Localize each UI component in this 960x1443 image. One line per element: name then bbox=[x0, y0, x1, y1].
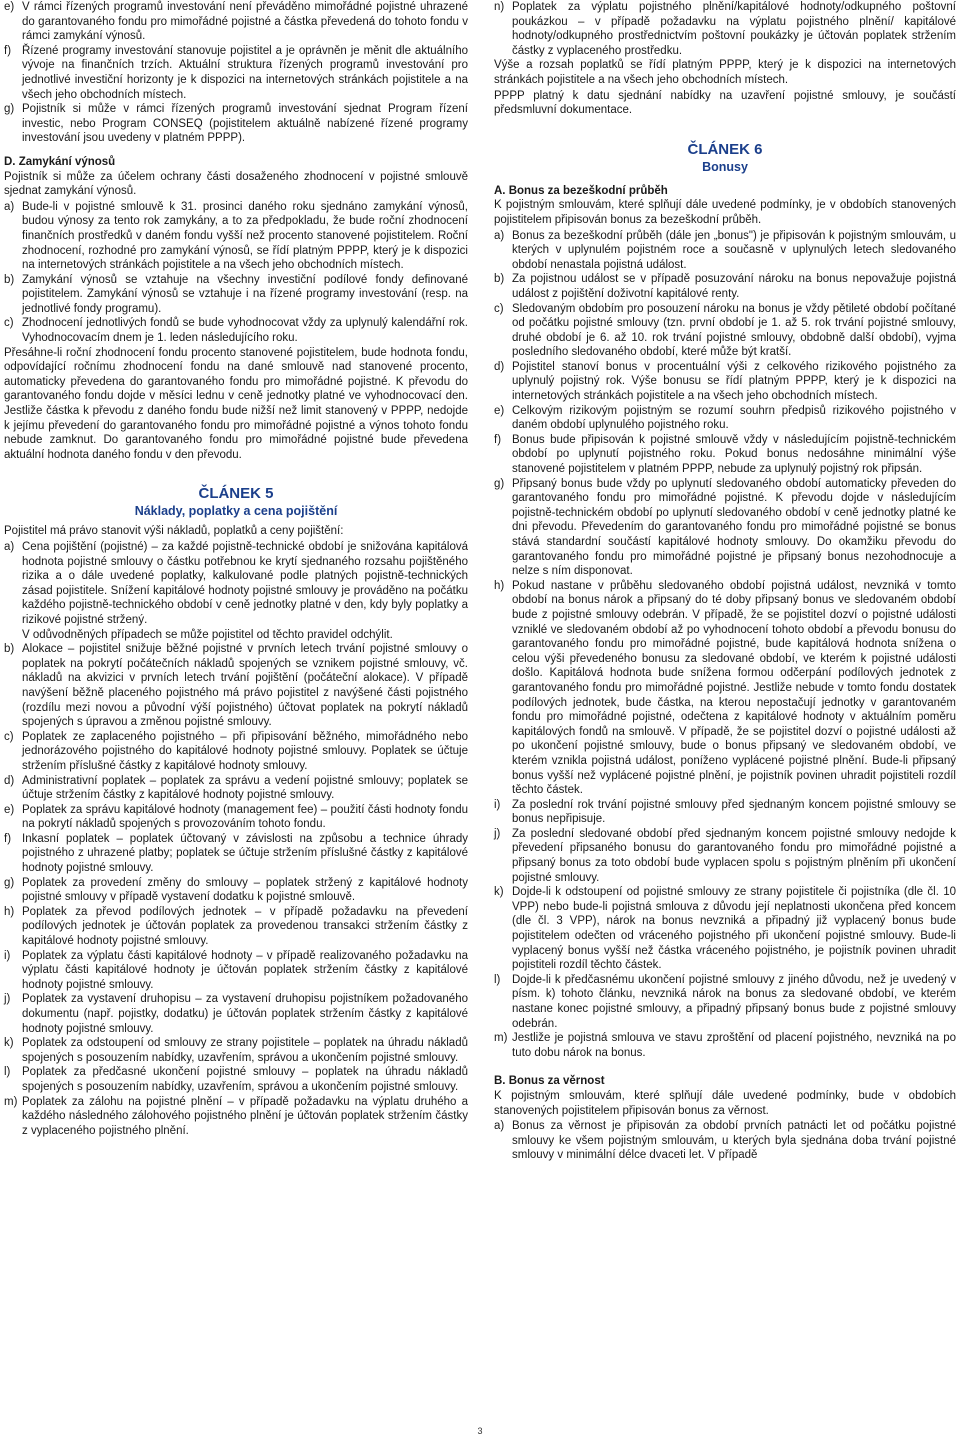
list-item-text: Sledovaným obdobím pro posouzení nároku na bonus je vždy pětileté období počítané od počátku pojistné smlouvy (tzn. první období je 1. až 5. rok trvání pojistné smlouvy, druhé období je 6. až 10. rok trvání pojistné smlouvy, obdobně další období), vyjma posledního sledovaného období, které může být kratší. bbox=[512, 302, 956, 359]
list-item bbox=[4, 774, 468, 803]
list-item-marker: h) bbox=[4, 905, 15, 918]
list-item bbox=[494, 1031, 956, 1060]
list-item-text: Pokud nastane v průběhu sledovaného období pojistná událost, nevzniká v tomto období na bonus nárok a připsaný do té doby připsaný bonus ve sledovaném období bude z pojistné smlouvy odebrán. V případě, že se pojistitel dozví o pojistné události vzniklé ve sledovaném období až po vyhodnocení tohoto období a převodu bonusu do garantovaného fondu pro mimořádné pojistné, bude kapitálová hodnota snížena o celou výši převedeného bonusu za sledované období, ve kterém k pojistné události došlo. Kapitálová hodnota bude snížena formou odčerpání podílových jednotek z garantovaného fondu pro mimořádné pojistné. Jestliže nebude v tomto fondu dostatek podílových jednotek, bude částka, na kterou nepostačují jednotky v garantovaném fondu pro mimořádné pojistné, odečtena z kapitálové hodnoty v aktuálním poměru kapitálových fondů na smlouvě. V případě, že se pojistitel dozví o pojistné události až po ukončení pojistné smlouvy, bude o bonus připsaný ve sledovaném období, ve kterém vznikla pojistná událost, poníženo vyplácené pojistné plnění. Bude-li připsaný bonus vyšší než vyplácené pojistné plnění, je pojistník povinen uhradit pojistiteli rozdíl těchto částek. bbox=[512, 579, 956, 797]
list-item-text: Alokace – pojistitel snižuje běžné pojistné v prvních letech trvání pojistné smlouvy o poplatek na pokrytí počátečních nákladů spojených se vznikem pojistné smlouvy, vč. nákladů na akvizici v prvních letech trvání pojištění (počáteční alokace). V případě navýšení běžně placeného pojistného má právo pojistitel z navýšené části pojistného (rozdílu mezi novou a původní výší pojistného) účtovat poplatek na pokrytí nákladů spojených s úpravou a změnou pojistné smlouvy. bbox=[22, 643, 468, 729]
list-item-marker: e) bbox=[4, 803, 15, 816]
section-a-intro: K pojistným smlouvám, které splňují dále uvedené podmínky, je v obdobích stanovených pojistitelem připisován bonus za bezeškodní průběh. bbox=[494, 199, 956, 226]
left-column bbox=[4, 0, 468, 1138]
list-item-text: Pojistník si může v rámci řízených programů investování sjednat Program řízení investic, nebo Program CONSEQ (pojistitelem aktuálně nabízené řízené programy investování jsou uvedeny v platném PPPP). bbox=[22, 103, 468, 145]
right-top-list bbox=[494, 0, 956, 58]
list-item-text: Cena pojištění (pojistné) – za každé pojistně-technické období je snižována kapitálová hodnota pojistné smlouvy o částku potřebnou ke krytí sjednaného rozsahu pojištěného rizika a o dále uvedené poplatky, kalkulované podle platných pojistně-technických zásad pojistitele. Snížení kapitálové hodnoty pojistné smlouvy je prováděno na počátku každého pojistně-technického období v ceně jednotky platné v den, kdy byly poplatky a rizikové pojistné stržený. bbox=[22, 541, 468, 626]
list-item bbox=[494, 973, 956, 1031]
article-5-list bbox=[4, 540, 468, 1138]
list-item bbox=[494, 579, 956, 798]
list-item bbox=[494, 272, 956, 301]
list-item-text: Poplatek za výplatu pojistného plnění/kapitálové hodnoty/odkupného poštovní poukázkou – v případě požadavku na výplatu pojistného plnění/ kapitálové hodnoty/odkupného prostřednictvím poštovní poukázky je účtován poplatek stržením částky z vyplaceného prostředku. bbox=[512, 1, 956, 57]
list-item bbox=[4, 905, 468, 949]
list-item bbox=[494, 229, 956, 273]
list-item-marker: a) bbox=[494, 229, 505, 242]
list-item bbox=[4, 200, 468, 273]
list-item-marker: h) bbox=[494, 579, 505, 592]
list-item bbox=[4, 1065, 468, 1094]
list-item-text: Za poslední sledované období před sjednaným koncem pojistné smlouvy nedojde k převedení připsaného bonusu do garantovaného fondu pro mimořádné pojistné a připsaný bonus za toto období bude vyplacen spolu s pojistným plněním při ukončení pojistné smlouvy. bbox=[512, 827, 956, 884]
list-item-text: Dojde-li k předčasnému ukončení pojistné smlouvy z jiného důvodu, než je uvedený v písm. k) tohoto článku, nevzniká nárok na bonus za sledované období, ve kterém nastane konec pojistné smlouvy, a připadný připsaný bonus bude z pojistné smlouvy odebrán. bbox=[512, 973, 956, 1030]
section-d-heading: D. Zamykání výnosů bbox=[4, 155, 116, 168]
list-item bbox=[4, 102, 468, 146]
list-item-marker: m) bbox=[494, 1032, 508, 1045]
list-item-marker: e) bbox=[4, 1, 15, 13]
list-item-marker: d) bbox=[4, 774, 15, 787]
list-item bbox=[494, 360, 956, 404]
list-item-text: Bonus za věrnost je připisován za období prvních patnácti let od počátku pojistné smlouvy ke všem pojistným smlouvám, u kterých byla sjednána doba trvání pojistné smlouvy v minimální délce dvaceti let. V případě bbox=[512, 1120, 956, 1162]
list-item bbox=[4, 642, 468, 730]
list-item bbox=[4, 628, 468, 643]
section-b-intro: K pojistným smlouvám, které splňují dále uvedené podmínky, bude v obdobích stanovených pojistitelem připisován bonus za věrnost. bbox=[494, 1089, 956, 1117]
list-item-text: Poplatek za vystavení druhopisu – za vystavení druhopisu pojistníkem požadovaného dokumentu (např. pojistky, dodatku) je účtován poplatek stržením částky z kapitálové hodnoty pojistné smlouvy. bbox=[22, 993, 468, 1035]
list-item-marker: a) bbox=[4, 200, 15, 213]
list-item-text: V odůvodněných případech se může pojistitel od těchto pravidel odchýlit. bbox=[22, 628, 393, 641]
pppp-note: PPPP platný k datu sjednání nabídky na uzavření pojistné smlouvy, je součástí předsmluvní dokumentace. bbox=[494, 89, 956, 117]
list-item bbox=[4, 1095, 468, 1139]
list-item-marker bbox=[4, 628, 22, 643]
list-item-text: Připsaný bonus bude vždy po uplynutí sledovaného období automaticky převeden do garantovaného fondu pro mimořádné pojistné. K převodu dojde v následujícím pojistně-technickém období po uplynutí sledovaného období v ceně jednotky platné ke dni převodu. Převedením do garantovaného fondu pro mimořádné pojistné se bonus stává standardní součástí kapitálové hodnoty smlouvy. Do okamžiku převodu do garantovaného fondu pro mimořádné pojistné je připsaný bonus nezohodnocuje a nelze s ním disponovat. bbox=[512, 477, 956, 578]
list-item-text: Inkasní poplatek – poplatek účtovaný v závislosti na způsobu a technice úhrady pojistného z uhrazené platby; poplatek se účtuje stržením příslušné částky z kapitálové hodnoty pojistné smlouvy. bbox=[22, 832, 468, 875]
list-item-marker: a) bbox=[4, 541, 15, 553]
list-item bbox=[4, 949, 468, 993]
list-item bbox=[4, 1036, 468, 1065]
list-item-text: V rámci řízených programů investování není převáděno mimořádné pojistné uhrazené do garantovaného fondu pro mimořádné pojistné a částka převedená do tohoto fondu v rámci zamykání výnosů. bbox=[22, 1, 468, 43]
list-item-marker: a) bbox=[494, 1120, 505, 1133]
list-item-marker: k) bbox=[494, 886, 504, 899]
list-item-text: Zamykání výnosů se vztahuje na všechny investiční podílové fondy definované pojistitelem. Zamykání výnosů se vztahuje i na řízené programy investování (resp. na jednotlivé fondy programu). bbox=[22, 273, 468, 315]
list-item-marker: f) bbox=[4, 832, 12, 845]
section-b-list bbox=[494, 1119, 956, 1163]
article-6-subtitle: Bonusy bbox=[702, 159, 748, 174]
list-item-text: Poplatek za výplatu části kapitálové hodnoty – v případě realizovaného požadavku na výplatu části kapitálové hodnoty je účtován poplatek stržením částky z kapitálové hodnoty pojistné smlouvy. bbox=[22, 949, 468, 991]
list-item-text: Celkovým rizikovým pojistným se rozumí souhrn předpisů rizikového pojistného v daném období uplynulého pojistného roku. bbox=[512, 404, 956, 432]
list-item-text: Poplatek za správu kapitálové hodnoty (management fee) – použití části hodnoty fondu na pokrytí nákladů spojených s provozováním tohoto fondu. bbox=[22, 803, 468, 831]
page-number: 3 bbox=[477, 1426, 483, 1436]
list-item-marker: b) bbox=[4, 273, 15, 286]
article-5-subtitle: Náklady, poplatky a cena pojištění bbox=[134, 504, 338, 519]
list-item-marker: c) bbox=[4, 730, 14, 743]
list-item-text: Řízené programy investování stanovuje pojistitel a je oprávněn je měnit dle aktuálního vývoje na finančních trzích. Aktuální struktura řízených programů investování pro jednotlivé investiční horizonty je k dispozici na internetových stránkách pojistitele a na všech jeho obchodních místech. bbox=[22, 44, 468, 101]
list-item-text: Administrativní poplatek – poplatek za správu a vedení pojistné smlouvy; poplatek se účtuje stržením částky z kapitálové hodnoty pojistné smlouvy. bbox=[22, 774, 468, 802]
list-item bbox=[494, 0, 956, 58]
list-item-marker: c) bbox=[494, 302, 504, 315]
list-item-marker: g) bbox=[494, 477, 505, 490]
right-column bbox=[494, 0, 956, 1163]
list-item-text: Bonus za bezeškodní průběh (dále jen „bonus") je připisován k pojistným smlouvám, u kterých v uplynulém pojistném roce a současně v uplynulých letech sledovaného období nenastala pojistná událost. bbox=[512, 229, 956, 271]
list-item-text: Poplatek za zálohu na pojistné plnění – v případě požadavku na výplatu druhého a každého následného zálohového pojistného plnění je účtován poplatek stržením částky z vyplaceného pojistného plnění. bbox=[22, 1095, 468, 1137]
section-d-list bbox=[4, 200, 468, 346]
list-item bbox=[4, 730, 468, 774]
section-d-closing: Přesáhne-li roční zhodnocení fondu procento stanovené pojistitelem, bude hodnota fondu, odpovídající ročnímu zhodnocení fondu na dané smlouvě nad stanovené procento, automaticky převedena do garantovaného fondu pro mimořádné pojistné. K převodu do garantovaného fondu dojde v měsíci lednu v ceně jednotky platné ve vyhodnocovací den. Jestliže částka k převodu z daného fondu bude nižší než limit stanovený v PPPP, nedojde k jejímu převedení do garantovaného fondu pro mimořádné pojistné a výnos tohoto fondu nebude zamknut. Do garantovaného fondu pro mimořádné pojistné bude převedena aktuální hodnota daného fondu v den převodu. bbox=[4, 346, 468, 461]
list-item-text: Dojde-li k odstoupení od pojistné smlouvy ze strany pojistitele či pojistníka (dle čl. 10 VPP) nebo bude-li pojistná smlouva z důvodu její neplatnosti ukončena před koncem (dle čl. 3 VPP), nárok na bonus nevzniká a připadný již vyplacený bonus bude pojistitelem odečten od vráceného pojistného při ukončení pojistné smlouvy. Bude-li vyplacený bonus vyšší než částka vráceného pojistného, je pojistník povinen uhradit pojistiteli rozdíl těchto částek. bbox=[512, 886, 956, 972]
list-item bbox=[4, 273, 468, 317]
article-5-title: ČLÁNEK 5 bbox=[198, 485, 274, 503]
section-a-heading: A. Bonus za bezeškodní průběh bbox=[494, 184, 668, 197]
list-item bbox=[494, 433, 956, 477]
list-item-marker: k) bbox=[4, 1037, 14, 1050]
list-item-marker: c) bbox=[4, 317, 14, 330]
list-item-text: Poplatek za převod podílových jednotek – v případě požadavku na převedení podílových jednotek je účtován poplatek za provedenou transakci stržením částky z kapitálové hodnoty pojistné smlouvy. bbox=[22, 905, 468, 948]
list-item-marker: e) bbox=[494, 404, 505, 417]
list-item-text: Za pojistnou událost se v případě posuzování nároku na bonus nepovažuje pojistná událost z pojištění doživotní kapitálové renty. bbox=[512, 273, 956, 300]
list-item-marker: f) bbox=[4, 44, 12, 57]
list-item bbox=[4, 876, 468, 905]
list-item bbox=[494, 302, 956, 360]
list-item-marker: i) bbox=[494, 798, 501, 811]
list-item-marker: n) bbox=[494, 1, 505, 13]
list-item-marker: b) bbox=[494, 273, 505, 286]
list-item-marker: l) bbox=[494, 973, 501, 986]
section-d-intro: Pojistník si může za účelem ochrany části dosaženého zhodnocení v pojistné smlouvě sjednat zamykání výnosů. bbox=[4, 170, 468, 198]
list-item bbox=[4, 44, 468, 102]
list-item-text: Jestliže je pojistná smlouva ve stavu zproštění od placení pojistného, nevzniká na po tuto dobu nárok na bonus. bbox=[512, 1032, 956, 1059]
article-6-title: ČLÁNEK 6 bbox=[687, 140, 763, 158]
list-item-marker: f) bbox=[494, 433, 502, 446]
article-5-intro: Pojistitel má právo stanovit výši nákladů, poplatků a ceny pojištění: bbox=[4, 525, 344, 538]
list-item-marker: m) bbox=[4, 1095, 18, 1108]
list-item-marker: j) bbox=[494, 827, 501, 840]
list-item bbox=[4, 316, 468, 345]
list-item-marker: i) bbox=[4, 949, 11, 962]
list-item bbox=[4, 832, 468, 876]
list-item-text: Poplatek ze zaplaceného pojistného – při připisování běžného, mimořádného nebo jednorázového pojistného do kapitálové hodnoty pojistné smlouvy. Poplatek se účtuje stržením příslušné částky z kapitálové hodnoty smlouvy. bbox=[22, 730, 468, 772]
list-item-text: Bonus bude připisován k pojistné smlouvě vždy v následujícím pojistně-technickém období po uplynutí pojistného roku. Pokud bonus nedosáhne minimální výše stanovené pojistitelem v platném PPPP, nebude za uplynulý pojistný rok připsán. bbox=[512, 433, 956, 476]
list-item-marker: j) bbox=[4, 993, 11, 1006]
list-item-text: Bude-li v pojistné smlouvě k 31. prosinci daného roku sjednáno zamykání výnosů, budou výnosy za tento rok zamykány, a to za předpokladu, že bude roční zhodnocení finančních prostředků v daném fondu vyšší než procento stanovené pojistitelem. Roční zhodnocení, rozhodné pro zamykání výnosů, se řídí platným PPPP, který je k dispozici na internetových stránkách pojistitele a na všech jeho obchodních místech. bbox=[22, 200, 468, 272]
list-item bbox=[4, 0, 468, 44]
list-item bbox=[494, 1119, 956, 1163]
fees-note: Výše a rozsah poplatků se řídí platným PPPP, který je k dispozici na internetových stránkách pojistitele a na všech jeho obchodních místech. bbox=[494, 59, 956, 86]
list-item-marker: d) bbox=[494, 360, 505, 373]
list-item-text: Za poslední rok trvání pojistné smlouvy před sjednaným koncem pojistné smlouvy se bonus nepřipisuje. bbox=[512, 798, 956, 826]
list-item-text: Poplatek za předčasné ukončení pojistné smlouvy – poplatek na úhradu nákladů spojených s posouzením nabídky, uzavřením, správou a ukončením pojistné smlouvy. bbox=[22, 1066, 468, 1093]
section-a-list bbox=[494, 229, 956, 1061]
list-item-text: Zhodnocení jednotlivých fondů se bude vyhodnocovat vždy za uplynulý kalendářní rok. Vyhodnocovacím dnem je 1. leden následujícího roku. bbox=[22, 317, 468, 345]
list-item bbox=[4, 540, 468, 628]
list-item bbox=[494, 827, 956, 885]
list-item-marker: g) bbox=[4, 103, 15, 116]
list-item-text: Poplatek za odstoupení od smlouvy ze strany pojistitele – poplatek na úhradu nákladů spojených s posouzením nabídky, uzavřením, správou a ukončením pojistné smlouvy. bbox=[22, 1037, 468, 1064]
list-item-marker: b) bbox=[4, 643, 15, 656]
list-item bbox=[494, 885, 956, 973]
list-item-marker: l) bbox=[4, 1066, 11, 1079]
list-item bbox=[494, 798, 956, 827]
list-item bbox=[494, 477, 956, 579]
list-item-text: Poplatek za provedení změny do smlouvy – poplatek stržený z kapitálové hodnoty pojistné smlouvy v případě vystavení dodatku k pojistné smlouvě. bbox=[22, 876, 468, 904]
section-b-heading: B. Bonus za věrnost bbox=[494, 1075, 605, 1088]
list-item bbox=[4, 992, 468, 1036]
list-item bbox=[4, 803, 468, 832]
left-top-list bbox=[4, 0, 468, 146]
list-item-marker: g) bbox=[4, 876, 15, 889]
list-item bbox=[494, 404, 956, 433]
list-item-text: Pojistitel stanoví bonus v procentuální výši z celkového rizikového pojistného za uplynulý pojistný rok. Výše bonusu se řídí platným PPPP, který je k dispozici na internetových stránkách pojistitele a na všech jeho obchodních místech. bbox=[512, 360, 956, 403]
